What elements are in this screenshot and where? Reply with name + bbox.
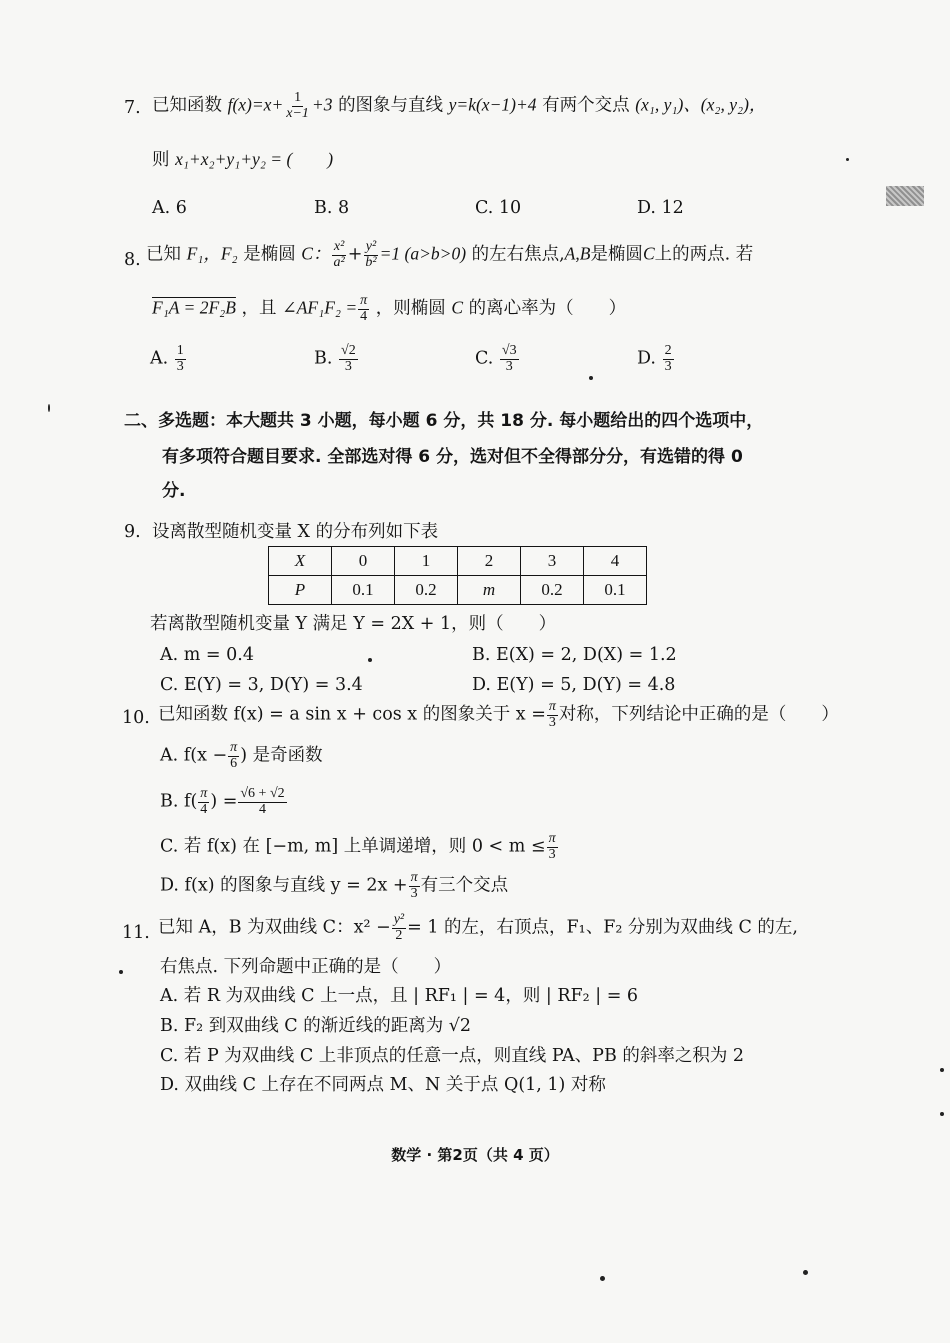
q7-line2-a: 则 <box>152 150 170 170</box>
q7-option-b[interactable]: B. 8 <box>314 198 350 218</box>
q7-option-c[interactable]: C. 10 <box>475 198 522 218</box>
q8-ab: A,B <box>564 243 591 264</box>
q8-option-b-frac <box>339 344 358 374</box>
q7-line-eq: y=k(x−1)+4 <box>448 94 537 115</box>
q7-stem-c: 有两个交点 <box>542 95 630 116</box>
q8-frac-y <box>363 240 378 270</box>
q8-stem-f: ，且 <box>241 298 277 319</box>
q10-option-a-text: A. f(x − <box>160 745 228 766</box>
q10-option-d-three: 3 <box>410 885 418 901</box>
q7-fraction <box>284 91 311 121</box>
section2-line2: 有多项符合题目要求. 全部选对得 6 分，选对但不全得部分分，有选错的得 0 <box>162 447 743 467</box>
q8-option-d-den: 3 <box>664 358 672 374</box>
section2-line1: 二、多选题：本大题共 3 小题，每小题 6 分，共 18 分. 每小题给出的四个选项中， <box>124 411 764 431</box>
q10-option-b-eq: ) = <box>210 791 238 812</box>
q8-frac-pi4 <box>358 294 369 324</box>
q10-stem-a: 已知函数 f(x) = a sin x + cos x 的图象关于 x = <box>158 704 546 725</box>
scan-speck <box>940 1068 944 1072</box>
q8-stem: 已知 F₁，F₂ 是椭圆 C： $\frac{\text{x²}}{\text{a²}}$ + $\frac{\text{y²}}{\text{b²}}$ =1 (a>b>0) 的左右焦点,A,B是椭圆C上的两点. 若 <box>146 239 754 270</box>
q10-option-a[interactable] <box>160 741 323 771</box>
q10-option-d-text: D. f(x) 的图象与直线 y = 2x + <box>160 875 408 896</box>
q8-option-a[interactable] <box>150 344 187 374</box>
q8-option-a-den: 3 <box>176 358 184 374</box>
page-footer: 数学 · 第2页（共 4 页） <box>391 1146 559 1164</box>
table-cell: 0.2 <box>521 576 584 605</box>
q10-option-d-pi: π <box>410 870 418 885</box>
q8-stem-g: ，则椭圆 <box>375 298 446 319</box>
q7-frac-den: x−1 <box>286 105 309 121</box>
q10-option-c-frac <box>547 832 558 862</box>
q8-option-c-num: √3 <box>501 343 517 358</box>
q10-option-d-tail: 有三个交点 <box>420 875 509 896</box>
q8-option-a-label: A. <box>150 348 169 369</box>
scan-speck <box>940 1112 944 1116</box>
table-cell: 4 <box>584 547 647 576</box>
q8-option-c-frac <box>500 344 519 374</box>
q11-y2: y² <box>393 912 405 927</box>
table-cell: m <box>458 576 521 605</box>
q8-option-a-num: 1 <box>176 343 184 358</box>
q8-number: 8. <box>124 250 141 270</box>
q10-option-c[interactable] <box>160 832 559 862</box>
q10-option-c-pi: π <box>548 831 556 846</box>
q8-foci: F₁，F₂ <box>186 243 238 264</box>
scan-speck <box>803 1270 808 1275</box>
q10-option-b-four: 4 <box>200 801 208 817</box>
q11-number: 11. <box>122 923 150 943</box>
table-row <box>269 547 647 576</box>
q11-option-a[interactable]: A. 若 R 为双曲线 C 上一点，且 | RF₁ | = 4，则 | RF₂ | = 6 <box>160 986 639 1006</box>
q11-stem-b: = 1 的左，右顶点，F₁、F₂ 分别为双曲线 C 的左, <box>407 917 798 938</box>
q8-option-b-label: B. <box>314 348 333 369</box>
q11-option-c[interactable]: C. 若 P 为双曲线 C 上非顶点的任意一点，则直线 PA、PB 的斜率之积为 2 <box>160 1046 745 1066</box>
scan-speck <box>846 158 849 161</box>
q10-three: 3 <box>548 714 556 730</box>
q10-option-b[interactable] <box>160 787 288 817</box>
q11-two: 2 <box>395 927 403 943</box>
q9-distribution-table <box>268 546 647 605</box>
q8-angle: ∠AF₁F₂ = <box>282 297 358 318</box>
q7-func: f(x)=x+ <box>227 94 284 115</box>
table-cell: 0.1 <box>332 576 395 605</box>
q9-option-b[interactable]: B. E(X) = 2, D(X) = 1.2 <box>472 645 677 665</box>
q10-option-a-tail: ) 是奇函数 <box>240 745 323 766</box>
q8-c2: C <box>642 243 655 264</box>
q8-eq-tail: =1 (a>b>0) <box>379 243 467 264</box>
q9-option-c[interactable]: C. E(Y) = 3, D(Y) = 3.4 <box>160 675 363 695</box>
q9-option-d[interactable]: D. E(Y) = 5, D(Y) = 4.8 <box>472 675 676 695</box>
q11-option-b[interactable]: B. F₂ 到双曲线 C 的渐近线的距离为 √2 <box>160 1016 472 1036</box>
q8-option-c-den: 3 <box>505 358 513 374</box>
q8-stem-c: 的左右焦点, <box>471 244 565 265</box>
q8-stem-d: 是椭圆 <box>590 244 643 265</box>
q8-option-d[interactable] <box>637 344 675 374</box>
q10-option-c-text: C. 若 f(x) 在 [−m, m] 上单调递增，则 0 < m ≤ <box>160 836 546 857</box>
table-cell: 0.2 <box>395 576 458 605</box>
q8-vector-eq: F₁A = 2F₂B <box>152 297 236 318</box>
q10-option-a-six: 6 <box>230 755 238 771</box>
q8-c3: C <box>451 297 464 318</box>
q8-option-a-frac <box>175 344 186 374</box>
q10-frac-pi3 <box>547 700 558 730</box>
q7-number: 7. <box>124 98 141 118</box>
q10-pi: π <box>548 699 556 714</box>
q8-stem-h: 的离心率为（ ） <box>468 298 627 319</box>
q7-points: (x₁, y₁)、(x₂, y₂)， <box>635 94 767 115</box>
q11-stem <box>158 913 798 943</box>
q10-option-a-frac <box>228 741 239 771</box>
q10-stem <box>158 700 839 730</box>
q11-option-d[interactable]: D. 双曲线 C 上存在不同两点 M、N 关于点 Q(1, 1) 对称 <box>160 1075 606 1095</box>
q11-frac-y2 <box>392 913 406 943</box>
scan-smudge <box>886 186 924 206</box>
q11-stem2: 右焦点. 下列命题中正确的是（ ） <box>160 957 452 977</box>
q8-stem-b: 是椭圆 <box>243 244 296 265</box>
q10-option-b-den: 4 <box>259 801 266 817</box>
q10-option-d-frac <box>409 871 420 901</box>
q8-four: 4 <box>360 308 368 324</box>
q7-line2 <box>152 151 333 170</box>
table-cell: 3 <box>521 547 584 576</box>
q8-y2: y² <box>365 239 377 254</box>
q8-x2: x² <box>333 239 345 254</box>
q7-line2-expr: x₁+x₂+y₁+y₂ = ( ) <box>175 149 334 169</box>
q8-stem-a: 已知 <box>146 244 181 265</box>
q7-frac-num: 1 <box>294 90 302 105</box>
q10-option-b-pi: π <box>200 786 208 801</box>
scan-speck <box>48 404 50 412</box>
q8-option-c-label: C. <box>475 348 494 369</box>
q8-ellipse-label: C： <box>301 243 331 264</box>
q9-number: 9. <box>124 522 141 542</box>
q10-option-b-text: B. f( <box>160 791 198 812</box>
table-row <box>269 576 647 605</box>
q7-option-d[interactable]: D. 12 <box>637 198 684 218</box>
table-cell: X <box>269 547 332 576</box>
q8-option-c[interactable] <box>475 344 520 374</box>
q10-number: 10. <box>122 708 150 728</box>
scan-speck <box>589 376 593 380</box>
q10-stem-b: 对称，下列结论中正确的是（ ） <box>558 704 839 725</box>
q8-pi: π <box>360 293 368 308</box>
q9-stem2: 若离散型随机变量 Y 满足 Y = 2X + 1，则（ ） <box>150 614 557 634</box>
q8-a2: a² <box>333 254 345 270</box>
scan-speck <box>119 970 123 974</box>
scan-speck <box>368 658 372 662</box>
q8-option-b[interactable] <box>314 344 359 374</box>
section2-line3: 分. <box>162 481 186 501</box>
q7-option-a[interactable]: A. 6 <box>152 198 187 218</box>
q8-option-d-label: D. <box>637 348 656 369</box>
q8-option-d-frac <box>663 344 674 374</box>
q8-option-d-num: 2 <box>664 343 672 358</box>
q8-option-b-den: 3 <box>344 358 352 374</box>
q10-option-a-pi: π <box>230 740 238 755</box>
q10-option-b-num: √6 + √2 <box>240 786 285 801</box>
q8-stem-e: 上的两点. 若 <box>654 244 754 265</box>
q10-option-d[interactable] <box>160 871 508 901</box>
q7-stem <box>152 91 766 121</box>
table-cell: 2 <box>458 547 521 576</box>
q8-line2 <box>152 294 626 324</box>
q9-stem: 设离散型随机变量 X 的分布列如下表 <box>152 522 439 542</box>
table-cell: P <box>269 576 332 605</box>
q8-frac-x <box>331 240 346 270</box>
table-cell: 1 <box>395 547 458 576</box>
q10-option-b-frac2 <box>238 787 286 817</box>
q10-option-c-three: 3 <box>548 846 556 862</box>
q11-stem-a: 已知 A，B 为双曲线 C：x² − <box>158 917 391 938</box>
scan-speck <box>600 1276 605 1281</box>
table-cell: 0.1 <box>584 576 647 605</box>
q10-option-b-frac1 <box>198 787 209 817</box>
table-cell: 0 <box>332 547 395 576</box>
q8-b2: b² <box>365 254 377 270</box>
q7-stem-b: 的图象与直线 <box>338 95 444 116</box>
q9-option-a[interactable]: A. m = 0.4 <box>160 645 254 665</box>
q7-stem-a: 已知函数 <box>152 95 222 116</box>
q7-func-tail: +3 <box>311 94 333 115</box>
q8-option-b-num: √2 <box>341 343 356 358</box>
